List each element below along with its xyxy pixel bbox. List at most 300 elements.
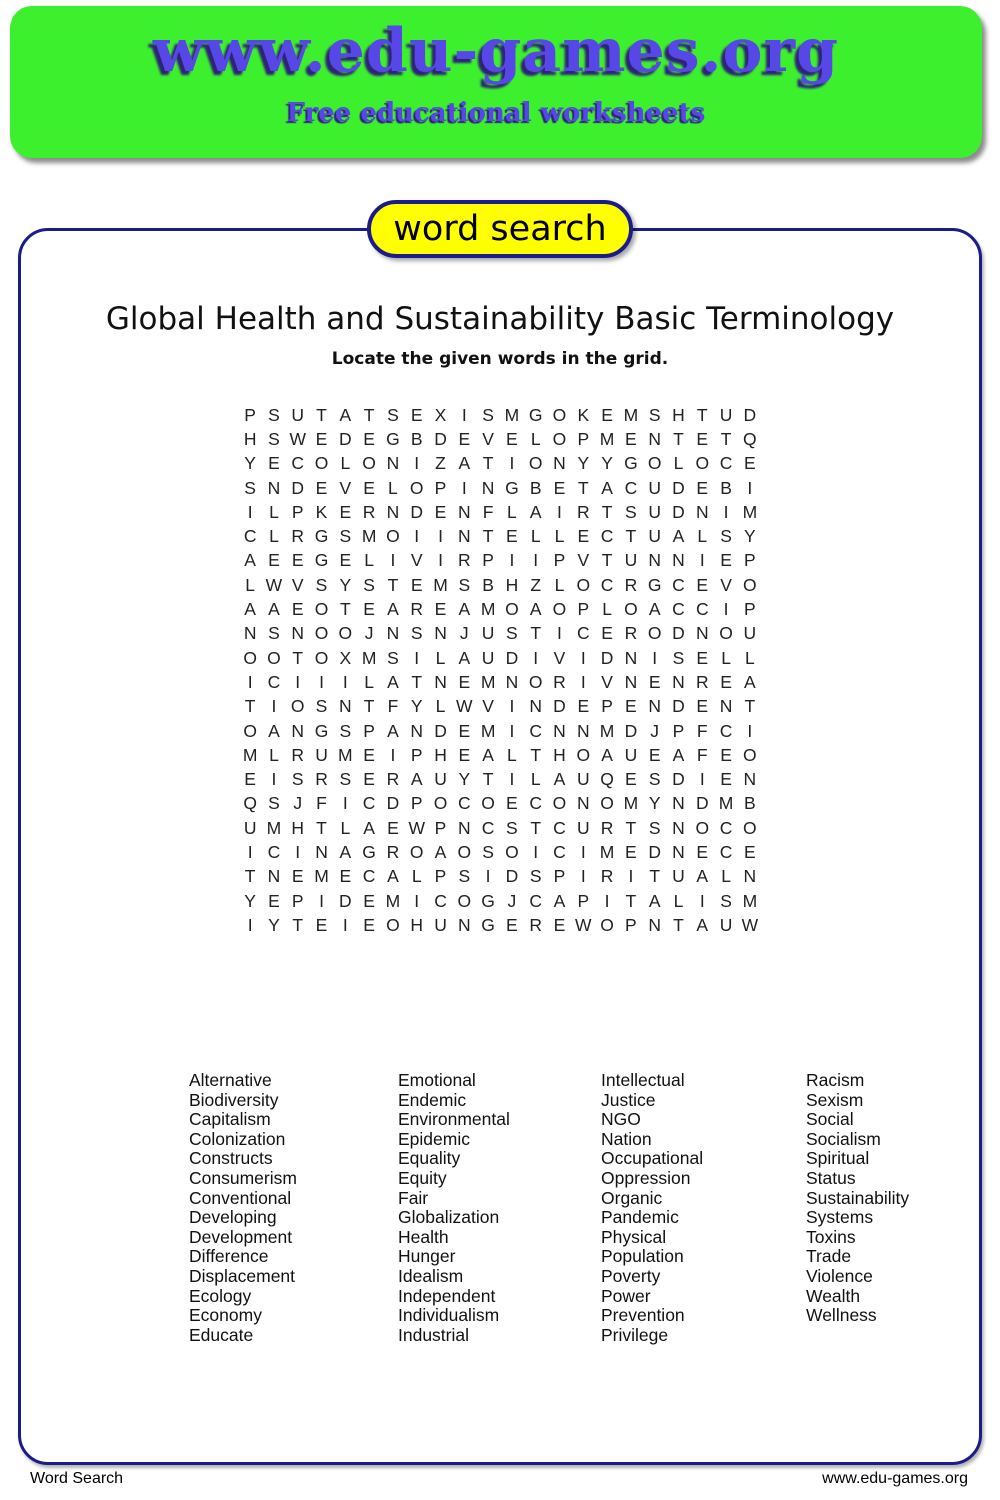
grid-letter: S	[339, 769, 352, 790]
grid-letter: I	[509, 550, 515, 571]
grid-letter: L	[530, 428, 541, 449]
grid-letter: E	[696, 647, 709, 668]
grid-letter: P	[291, 890, 304, 911]
grid-letter: O	[600, 793, 614, 814]
grid-letter: S	[648, 404, 661, 425]
grid-letter: A	[387, 866, 399, 887]
grid-letter: C	[434, 890, 447, 911]
grid-letter: C	[624, 477, 638, 498]
grid-letter: N	[695, 501, 709, 522]
word-list-item: Difference	[189, 1246, 269, 1267]
grid-letter: C	[576, 623, 590, 644]
grid-letter: P	[553, 866, 566, 887]
word-list-item: Development	[189, 1226, 293, 1247]
grid-letter: E	[506, 914, 518, 935]
word-list-item: Social	[806, 1109, 854, 1130]
grid-letter: N	[505, 671, 519, 692]
grid-letter: I	[319, 890, 324, 911]
word-list-item: Capitalism	[189, 1109, 271, 1130]
grid-letter: E	[458, 720, 471, 741]
grid-letter: O	[314, 599, 329, 620]
word-list-item: Socialism	[806, 1128, 881, 1149]
grid-letter: D	[386, 793, 400, 814]
grid-letter: O	[743, 744, 757, 765]
grid-letter: E	[720, 550, 732, 571]
grid-letter: O	[695, 453, 710, 474]
grid-letter: N	[672, 793, 685, 814]
word-list-column-2	[398, 1071, 510, 1345]
grid-letter: I	[699, 550, 705, 571]
grid-letter: E	[625, 769, 637, 790]
grid-letter: C	[267, 671, 281, 692]
grid-letter: A	[387, 671, 399, 692]
grid-letter: M	[480, 720, 496, 741]
grid-letter: C	[362, 866, 376, 887]
grid-letter: G	[314, 550, 329, 571]
grid-letter: D	[434, 720, 447, 741]
grid-letter: N	[291, 623, 305, 644]
grid-letter: N	[672, 550, 685, 571]
grid-letter: O	[409, 841, 424, 862]
grid-letter: T	[601, 550, 613, 571]
grid-letter: I	[295, 671, 301, 692]
grid-letter: N	[267, 866, 281, 887]
grid-letter: Z	[530, 574, 542, 595]
grid-letter: J	[650, 720, 660, 741]
grid-letter: V	[720, 574, 732, 595]
grid-letter: D	[410, 501, 424, 522]
grid-letter: Y	[601, 453, 613, 474]
grid-letter: R	[410, 599, 424, 620]
word-list-item: Privilege	[601, 1324, 669, 1345]
grid-letter: I	[580, 647, 586, 668]
grid-letter: M	[599, 428, 615, 449]
grid-letter: N	[434, 623, 447, 644]
grid-letter: R	[362, 501, 376, 522]
word-list-item: Violence	[806, 1265, 873, 1286]
grid-letter: N	[386, 501, 400, 522]
grid-letter: N	[648, 428, 661, 449]
grid-letter: N	[672, 671, 685, 692]
grid-letter: I	[628, 866, 634, 887]
word-list-item: Developing	[189, 1207, 277, 1228]
grid-letter: O	[552, 428, 567, 449]
grid-letter: A	[553, 769, 566, 790]
word-list-item: Environmental	[398, 1109, 510, 1130]
grid-letter: P	[244, 404, 256, 425]
grid-letter: N	[672, 817, 685, 838]
grid-letter: S	[720, 526, 732, 547]
grid-letter: E	[696, 428, 709, 449]
grid-letter: D	[672, 501, 685, 522]
grid-letter: O	[647, 453, 662, 474]
grid-letter: I	[271, 769, 277, 790]
grid-letter: M	[742, 890, 758, 911]
grid-letter: P	[291, 501, 304, 522]
grid-letter: A	[648, 599, 661, 620]
grid-letter: P	[482, 550, 494, 571]
grid-letter: U	[672, 866, 685, 887]
grid-letter: L	[554, 526, 565, 547]
grid-letter: I	[247, 914, 253, 935]
grid-letter: Q	[243, 793, 257, 814]
grid-letter: E	[696, 841, 709, 862]
grid-letter: I	[414, 647, 420, 668]
grid-letter: E	[720, 744, 732, 765]
grid-letter: N	[576, 793, 590, 814]
grid-letter: E	[244, 769, 256, 790]
grid-letter: E	[720, 671, 732, 692]
grid-letter: H	[410, 914, 424, 935]
grid-letter: I	[557, 623, 562, 644]
grid-letter: P	[577, 890, 590, 911]
grid-letter: T	[244, 866, 256, 887]
grid-letter: I	[509, 769, 515, 790]
word-list-item: Ecology	[189, 1285, 252, 1306]
word-list-item: Sexism	[806, 1089, 864, 1110]
grid-letter: N	[553, 453, 566, 474]
grid-letter: D	[434, 428, 447, 449]
grid-letter: R	[624, 623, 638, 644]
grid-letter: U	[719, 914, 733, 935]
grid-letter: I	[295, 841, 301, 862]
grid-letter: B	[482, 574, 494, 595]
grid-letter: K	[577, 404, 590, 425]
grid-letter: I	[414, 890, 420, 911]
grid-letter: I	[723, 599, 729, 620]
grid-letter: T	[316, 817, 327, 838]
grid-letter: I	[390, 550, 396, 571]
grid-letter: M	[480, 599, 496, 620]
grid-letter: O	[552, 599, 567, 620]
grid-letter: W	[289, 428, 306, 449]
grid-letter: R	[386, 841, 400, 862]
grid-letter: O	[552, 404, 567, 425]
grid-letter: S	[482, 404, 494, 425]
grid-letter: J	[507, 890, 517, 911]
grid-letter: A	[268, 599, 280, 620]
grid-letter: E	[434, 501, 447, 522]
grid-letter: C	[600, 526, 614, 547]
grid-letter: T	[339, 599, 351, 620]
grid-letter: A	[458, 599, 471, 620]
word-list-item: NGO	[601, 1109, 641, 1130]
grid-letter: T	[696, 404, 708, 425]
grid-letter: I	[699, 769, 705, 790]
word-list-item: Pandemic	[601, 1207, 679, 1228]
grid-letter: D	[291, 477, 305, 498]
grid-letter: E	[434, 599, 447, 620]
grid-letter: C	[267, 841, 281, 862]
grid-letter: V	[553, 647, 566, 668]
grid-letter: E	[458, 428, 471, 449]
grid-letter: S	[458, 574, 471, 595]
grid-letter: G	[528, 404, 543, 425]
grid-letter: I	[747, 720, 753, 741]
grid-letter: E	[363, 428, 375, 449]
grid-letter: Y	[268, 914, 280, 935]
word-list-item: Industrial	[398, 1324, 470, 1345]
grid-letter: E	[315, 428, 328, 449]
grid-letter: E	[577, 526, 590, 547]
grid-letter: S	[244, 477, 256, 498]
word-list-item: Independent	[398, 1285, 496, 1306]
grid-letter: E	[577, 696, 590, 717]
grid-letter: S	[268, 793, 280, 814]
word-list-item: Justice	[601, 1089, 656, 1110]
word-list-item: Biodiversity	[189, 1089, 279, 1110]
grid-letter: I	[604, 890, 610, 911]
grid-letter: I	[723, 501, 729, 522]
grid-letter: L	[530, 526, 541, 547]
grid-letter: T	[411, 671, 423, 692]
grid-letter: N	[743, 866, 757, 887]
grid-letter: T	[625, 817, 637, 838]
grid-letter: M	[314, 866, 329, 887]
grid-letter: P	[577, 599, 590, 620]
grid-letter: A	[744, 671, 756, 692]
grid-letter: A	[410, 769, 423, 790]
grid-letter: U	[719, 404, 733, 425]
word-list-item: Toxins	[806, 1226, 856, 1247]
grid-letter: C	[719, 453, 733, 474]
grid-letter: N	[719, 696, 733, 717]
grid-letter: V	[410, 550, 423, 571]
grid-letter: O	[338, 623, 353, 644]
grid-letter: H	[243, 428, 257, 449]
grid-letter: O	[386, 914, 400, 935]
grid-letter: S	[387, 647, 399, 668]
grid-letter: N	[624, 671, 638, 692]
grid-letter: S	[268, 428, 280, 449]
grid-letter: T	[387, 574, 399, 595]
grid-letter: G	[647, 574, 662, 595]
word-list-item: Status	[806, 1167, 856, 1188]
word-search-badge	[367, 200, 633, 258]
grid-letter: N	[743, 769, 757, 790]
grid-letter: C	[719, 720, 733, 741]
word-list-item: Spiritual	[806, 1148, 870, 1169]
grid-letter: R	[529, 914, 543, 935]
grid-letter: S	[268, 623, 280, 644]
grid-letter: S	[339, 526, 352, 547]
grid-letter: U	[576, 817, 590, 838]
page-footer	[0, 1470, 1000, 1494]
grid-letter: L	[697, 526, 708, 547]
word-list-item: Prevention	[601, 1305, 685, 1326]
grid-letter: C	[672, 599, 685, 620]
grid-letter: I	[461, 404, 467, 425]
grid-letter: O	[743, 817, 757, 838]
grid-letter: V	[339, 477, 352, 498]
grid-letter: L	[530, 769, 541, 790]
grid-letter: R	[291, 744, 305, 765]
grid-letter: S	[506, 623, 518, 644]
grid-letter: G	[481, 914, 495, 935]
grid-letter: A	[672, 744, 685, 765]
word-list-item: Individualism	[398, 1305, 500, 1326]
grid-letter: J	[459, 623, 469, 644]
grid-letter: J	[364, 623, 374, 644]
grid-letter: S	[648, 817, 661, 838]
grid-letter: N	[410, 720, 424, 741]
grid-letter: I	[533, 841, 539, 862]
word-list-item: Health	[398, 1226, 449, 1247]
grid-letter: Y	[244, 890, 256, 911]
grid-letter: A	[244, 599, 256, 620]
word-list-item: Oppression	[601, 1167, 691, 1188]
grid-letter: A	[339, 841, 352, 862]
grid-letter: P	[434, 477, 447, 498]
grid-letter: L	[245, 574, 255, 595]
grid-letter: M	[480, 671, 496, 692]
grid-letter: I	[509, 720, 515, 741]
grid-letter: L	[745, 647, 755, 668]
grid-letter: L	[673, 453, 684, 474]
grid-letter: M	[338, 744, 353, 765]
grid-letter: E	[553, 914, 566, 935]
grid-letter: J	[293, 793, 303, 814]
grid-letter: E	[506, 428, 518, 449]
grid-letter: E	[268, 890, 280, 911]
grid-letter: H	[291, 817, 305, 838]
grid-letter: E	[363, 890, 375, 911]
grid-letter: U	[648, 526, 661, 547]
grid-letter: N	[648, 914, 661, 935]
grid-letter: E	[363, 744, 375, 765]
grid-letter: U	[624, 744, 638, 765]
grid-letter: F	[387, 696, 399, 717]
grid-letter: P	[410, 793, 423, 814]
grid-letter: U	[481, 623, 495, 644]
grid-letter: T	[482, 769, 494, 790]
grid-letter: L	[388, 477, 398, 498]
grid-letter: I	[747, 477, 753, 498]
grid-letter: A	[696, 866, 709, 887]
grid-letter: X	[339, 647, 352, 668]
grid-letter: A	[601, 744, 613, 765]
grid-letter: N	[457, 526, 471, 547]
grid-letter: R	[553, 671, 566, 692]
grid-letter: R	[695, 671, 709, 692]
grid-letter: C	[529, 890, 543, 911]
grid-letter: W	[408, 817, 425, 838]
grid-letter: A	[482, 744, 494, 765]
grid-letter: I	[342, 793, 348, 814]
grid-letter: D	[672, 623, 685, 644]
grid-letter: N	[553, 720, 566, 741]
grid-letter: N	[576, 720, 590, 741]
grid-letter: I	[438, 526, 443, 547]
grid-letter: S	[410, 623, 423, 644]
grid-letter: P	[672, 720, 685, 741]
grid-letter: M	[718, 793, 734, 814]
grid-letter: O	[528, 671, 543, 692]
grid-letter: W	[575, 914, 592, 935]
grid-letter: D	[600, 647, 614, 668]
letter-grid	[238, 403, 762, 938]
grid-letter: E	[601, 623, 613, 644]
grid-letter: E	[339, 501, 352, 522]
grid-letter: V	[482, 696, 494, 717]
grid-letter: T	[577, 477, 589, 498]
grid-letter: I	[414, 453, 420, 474]
grid-letter: Y	[648, 793, 661, 814]
grid-letter: T	[673, 428, 684, 449]
grid-letter: Y	[244, 453, 256, 474]
grid-letter: M	[385, 890, 401, 911]
grid-letter: L	[340, 453, 351, 474]
grid-letter: M	[623, 793, 639, 814]
grid-letter: D	[505, 866, 519, 887]
grid-letter: I	[557, 501, 562, 522]
grid-letter: S	[387, 404, 399, 425]
grid-letter: T	[363, 696, 375, 717]
grid-letter: M	[742, 501, 758, 522]
grid-letter: I	[652, 647, 658, 668]
grid-letter: I	[580, 866, 586, 887]
grid-letter: N	[267, 477, 281, 498]
grid-letter: E	[625, 841, 637, 862]
grid-letter: S	[720, 890, 732, 911]
grid-letter: N	[291, 720, 305, 741]
grid-letter: L	[364, 671, 374, 692]
grid-letter: E	[339, 550, 352, 571]
grid-letter: O	[505, 599, 519, 620]
word-list-item: Conventional	[189, 1187, 292, 1208]
word-list-item: Endemic	[398, 1089, 467, 1110]
grid-letter: D	[672, 696, 685, 717]
grid-letter: E	[625, 696, 637, 717]
grid-letter: C	[362, 793, 376, 814]
grid-letter: S	[529, 866, 542, 887]
grid-letter: C	[672, 574, 685, 595]
grid-letter: N	[481, 477, 495, 498]
grid-letter: I	[699, 890, 705, 911]
word-list-item: Power	[601, 1285, 651, 1306]
grid-letter: D	[339, 890, 352, 911]
grid-letter: O	[743, 574, 757, 595]
grid-letter: D	[648, 841, 661, 862]
grid-letter: L	[554, 574, 565, 595]
grid-letter: R	[386, 769, 400, 790]
word-list-item: Equity	[398, 1167, 447, 1188]
word-list-item: Hunger	[398, 1246, 456, 1267]
word-list-item: Physical	[601, 1226, 667, 1247]
word-list-item: Systems	[806, 1207, 874, 1228]
grid-letter: G	[481, 890, 495, 911]
grid-letter: G	[314, 720, 329, 741]
grid-letter: L	[269, 501, 279, 522]
grid-letter: I	[271, 696, 277, 717]
grid-letter: B	[744, 793, 756, 814]
worksheet-container	[18, 228, 982, 1465]
grid-letter: I	[461, 477, 467, 498]
site-title: www.edu-games.org	[152, 16, 840, 86]
word-search-badge-label: word search	[393, 209, 607, 249]
grid-letter: N	[648, 696, 661, 717]
grid-letter: U	[576, 769, 590, 790]
word-list-item: Idealism	[398, 1265, 464, 1286]
grid-letter: E	[387, 817, 399, 838]
grid-letter: P	[625, 914, 637, 935]
word-list-item: Trade	[806, 1246, 852, 1267]
word-list-item: Epidemic	[398, 1128, 470, 1149]
grid-letter: O	[457, 841, 472, 862]
grid-letter: N	[434, 671, 447, 692]
grid-letter: O	[314, 623, 329, 644]
grid-letter: P	[744, 550, 756, 571]
